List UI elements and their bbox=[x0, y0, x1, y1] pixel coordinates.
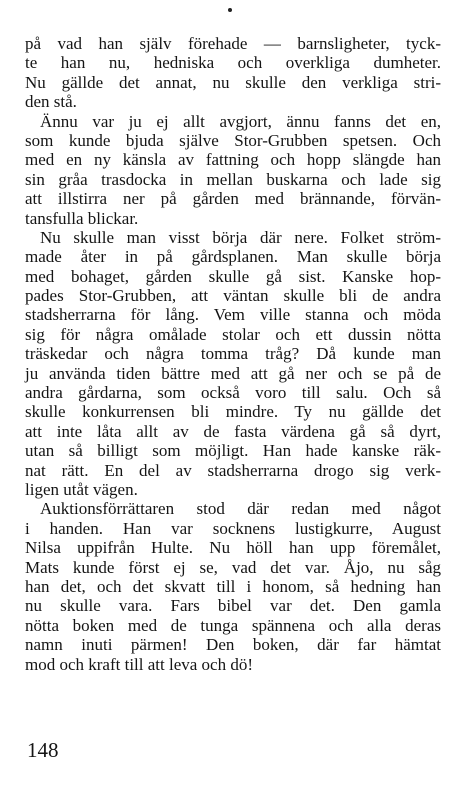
body-text bbox=[25, 34, 441, 674]
text-line: skulle konkurrensen bli mindre. Ty nu gällde det bbox=[25, 402, 441, 422]
text-line: ju använda tiden bättre med att gå ner och se på de bbox=[25, 363, 441, 383]
text-line: te han nu, hedniska och overkliga dumheter. bbox=[25, 53, 441, 73]
text-line: Nilsa uppifrån Hulte. Nu höll han upp föremålet, bbox=[25, 538, 441, 558]
text-line: träskedar och några tomma tråg? Då kunde man bbox=[25, 344, 441, 364]
text-line: på vad han själv förehade — barnsligheter, tyck- bbox=[25, 34, 441, 53]
text-line: pades Stor-Grubben, att väntan skulle bli de andra bbox=[25, 286, 441, 306]
text-line: mod och kraft till att leva och dö! bbox=[25, 654, 254, 674]
text-line: tansfulla blickar. bbox=[25, 208, 139, 228]
page-number: 148 bbox=[27, 738, 59, 762]
text-line: stadsherrarna för lång. Vem ville stanna och möda bbox=[25, 305, 441, 325]
text-line: nu skulle vara. Fars bibel var det. Den gamla bbox=[25, 596, 441, 616]
text-line: ligen utåt vägen. bbox=[25, 479, 138, 499]
text-line: utan så billigt som möjligt. Han hade kanske räk- bbox=[25, 441, 441, 461]
text-line: i handen. Han var socknens lustigkurre, August bbox=[25, 518, 441, 538]
text-line: Ännu var ju ej allt avgjort, ännu fanns det en, bbox=[40, 111, 441, 131]
text-line: andra gårdarna, som också voro till salu. Och så bbox=[25, 383, 441, 403]
text-line: Nu skulle man visst börja där nere. Folket ström- bbox=[40, 227, 441, 247]
text-line: sig för några omålade stolar och ett dussin nötta bbox=[25, 324, 441, 344]
text-line: nat rätt. En del av stadsherrarna drogo sig verk- bbox=[25, 460, 441, 480]
text-line: nötta boken med de tunga spännena och alla deras bbox=[25, 615, 441, 635]
text-line: han det, och det skvatt till i honom, så hedning han bbox=[25, 576, 441, 596]
text-line: att illstirra ner på gården med brännande, förvän- bbox=[25, 189, 441, 209]
ink-dot-mark bbox=[228, 8, 232, 12]
text-line: made åter in på gårdsplanen. Man skulle börja bbox=[25, 247, 441, 267]
text-line: Nu gällde det annat, nu skulle den verkliga stri- bbox=[25, 72, 441, 92]
text-line: den stå. bbox=[25, 92, 77, 112]
text-line: med bohaget, gården skulle gå sist. Kanske hop- bbox=[25, 266, 441, 286]
text-line: Auktionsförrättaren stod där redan med något bbox=[40, 499, 441, 519]
text-line: namn inuti pärmen! Den boken, där far hämtat bbox=[25, 635, 441, 655]
text-line: sin gråa trasdocka in mellan buskarna och lade sig bbox=[25, 169, 441, 189]
text-line: med en ny känsla av fattning och hopp slängde han bbox=[25, 150, 441, 170]
text-line: Mats kunde först ej se, vad det var. Åjo, nu såg bbox=[25, 557, 441, 577]
text-line: som kunde bjuda själve Stor-Grubben spetsen. Och bbox=[25, 130, 441, 150]
text-line: att inte låta allt av de fasta värdena gå så dyrt, bbox=[25, 421, 441, 441]
